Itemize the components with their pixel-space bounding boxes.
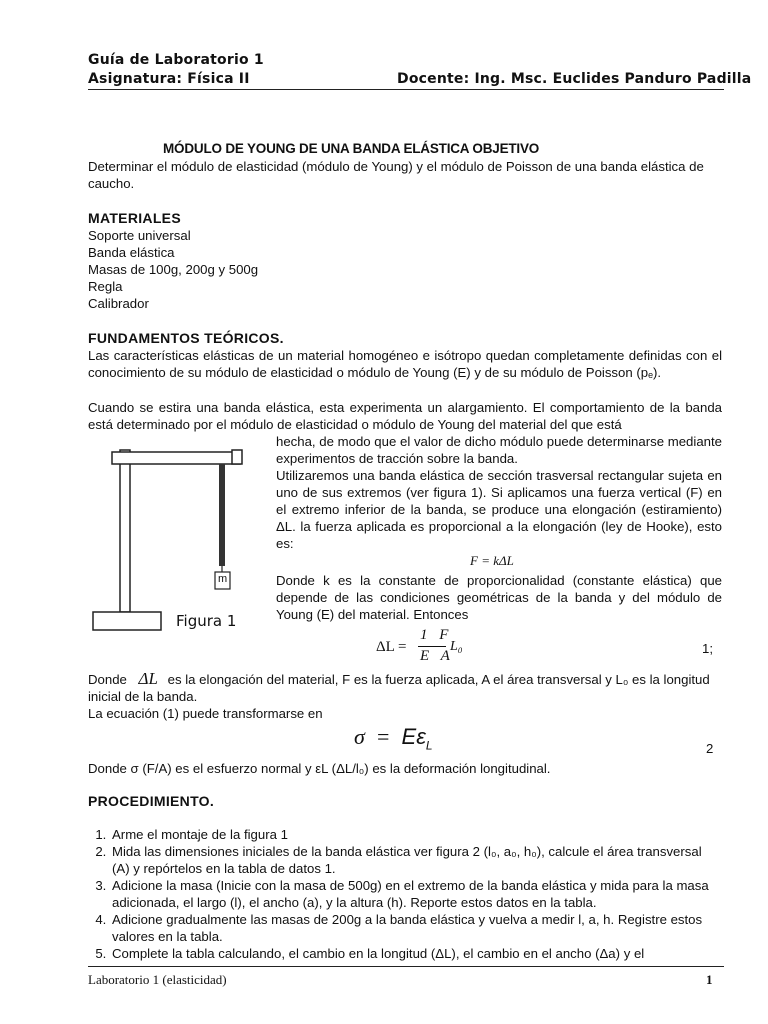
p5-delta-l: ΔL [138, 669, 158, 688]
clamp [232, 450, 242, 464]
page-title: MÓDULO DE YOUNG DE UNA BANDA ELÁSTICA OBJETIVO [163, 141, 540, 156]
procedure-step: 5. Complete la tabla calculando, el cambio en la longitud (ΔL), el cambio en el ancho (Δa) y el [110, 945, 722, 962]
objective-text: Determinar el módulo de elasticidad (módulo de Young) y el módulo de Poisson de una banda elástica de caucho. [88, 159, 704, 191]
header-guide-title: Guía de Laboratorio 1 [88, 52, 264, 68]
p5-prefix: Donde [88, 672, 127, 687]
header-subject: Asignatura: Física II [88, 71, 250, 87]
equation-2 [354, 724, 433, 752]
equation-2-rhs: Eε [401, 724, 426, 749]
equation-hooke: F = kΔL [470, 553, 514, 568]
theory-paragraph-6: La ecuación (1) puede transformarse en [88, 706, 323, 721]
procedure-list [88, 826, 722, 962]
fraction-bar [418, 646, 446, 647]
theory-paragraph-2b: hecha, de modo que el valor de dicho módulo puede determinarse mediante experimentos de tracción sobre la banda. [276, 434, 722, 466]
theory-paragraph-1: Las características elásticas de un material homogéneo e isótropo quedan completamente definidas con el conocimiento de su módulo de elasticidad o módulo de Young (E) y de su módulo de Poisson (pₑ). [88, 348, 722, 380]
material-item: Regla [88, 279, 123, 294]
header-teacher: Docente: Ing. Msc. Euclides Panduro Padilla [397, 71, 752, 87]
procedure-step: 2. Mida las dimensiones iniciales de la banda elástica ver figura 2 (l₀, a₀, h₀), calcule el área transversal (A) y repórtelos en la tabla de datos 1. [110, 843, 722, 877]
figure-caption: Figura 1 [176, 612, 237, 630]
equation-1-denominator: E A [420, 648, 454, 664]
equation-1-lhs: ΔL = [376, 639, 407, 655]
support-arm [112, 452, 240, 464]
materials-heading: MATERIALES [88, 210, 181, 226]
theory-heading: FUNDAMENTOS TEÓRICOS. [88, 330, 284, 346]
mass-label: m [218, 573, 228, 585]
figure-1-diagram [88, 440, 268, 640]
equation-1-numerator: 1 F [420, 627, 453, 643]
equation-1-rhs: L₀ [450, 639, 463, 654]
procedure-heading: PROCEDIMIENTO. [88, 793, 215, 809]
support-base [93, 612, 161, 630]
equation-1-tag: 1; [702, 641, 713, 656]
theory-paragraph-7: Donde σ (F/A) es el esfuerzo normal y εL (ΔL/l₀) es la deformación longitudinal. [88, 761, 551, 776]
equation-2-sub: L [425, 738, 433, 753]
theory-paragraph-3: Utilizaremos una banda elástica de sección trasversal rectangular sujeta en uno de sus extremos (ver figura 1). Si aplicamos una fuerza vertical (F) en el extremo inferior de la banda, se produce una elongación (estiramiento) ΔL. la fuerza aplicada es proporcional a la elongación (ley de Hooke), esto es: [276, 468, 722, 551]
equation-2-tag: 2 [706, 741, 714, 756]
material-item: Calibrador [88, 296, 149, 311]
support-rod [120, 450, 130, 612]
procedure-step: 1. Arme el montaje de la figura 1 [110, 826, 722, 843]
procedure-step: 4. Adicione gradualmente las masas de 200g a la banda elástica y vuelva a medir l, a, h. Registre estos valores en la tabla. [110, 911, 722, 945]
footer-rule [88, 966, 724, 967]
theory-paragraph-2: Cuando se estira una banda elástica, esta experimenta un alargamiento. El comportamiento de la banda está determinado por el módulo de elasticidad o módulo de Young del material del que está [88, 400, 722, 432]
material-item: Masas de 100g, 200g y 500g [88, 262, 259, 277]
theory-paragraph-4: Donde k es la constante de proporcionalidad (constante elástica) que depende de las condiciones geométricas de la banda y del módulo de Young (E) del material. Entonces [276, 573, 722, 622]
footer-label: Laboratorio 1 (elasticidad) [88, 972, 227, 987]
elastic-band [219, 464, 225, 566]
header-rule [88, 89, 724, 90]
procedure-step: 3. Adicione la masa (Inicie con la masa de 500g) en el extremo de la banda elástica y mida para la masa adicionada, el largo (l), el ancho (a), y la altura (h). Reporte estos datos en la tabla. [110, 877, 722, 911]
equation-2-lhs: σ [354, 724, 365, 749]
page-number: 1 [706, 972, 713, 987]
p5-suffix: es la elongación del material, F es la fuerza aplicada, A el área transversal y L₀ es la longitud inicial de la banda. [88, 672, 710, 704]
equation-2-equals: = [376, 724, 390, 749]
material-item: Banda elástica [88, 245, 175, 260]
material-item: Soporte universal [88, 228, 191, 243]
theory-paragraph-5 [88, 670, 722, 705]
materials-list [88, 227, 258, 312]
